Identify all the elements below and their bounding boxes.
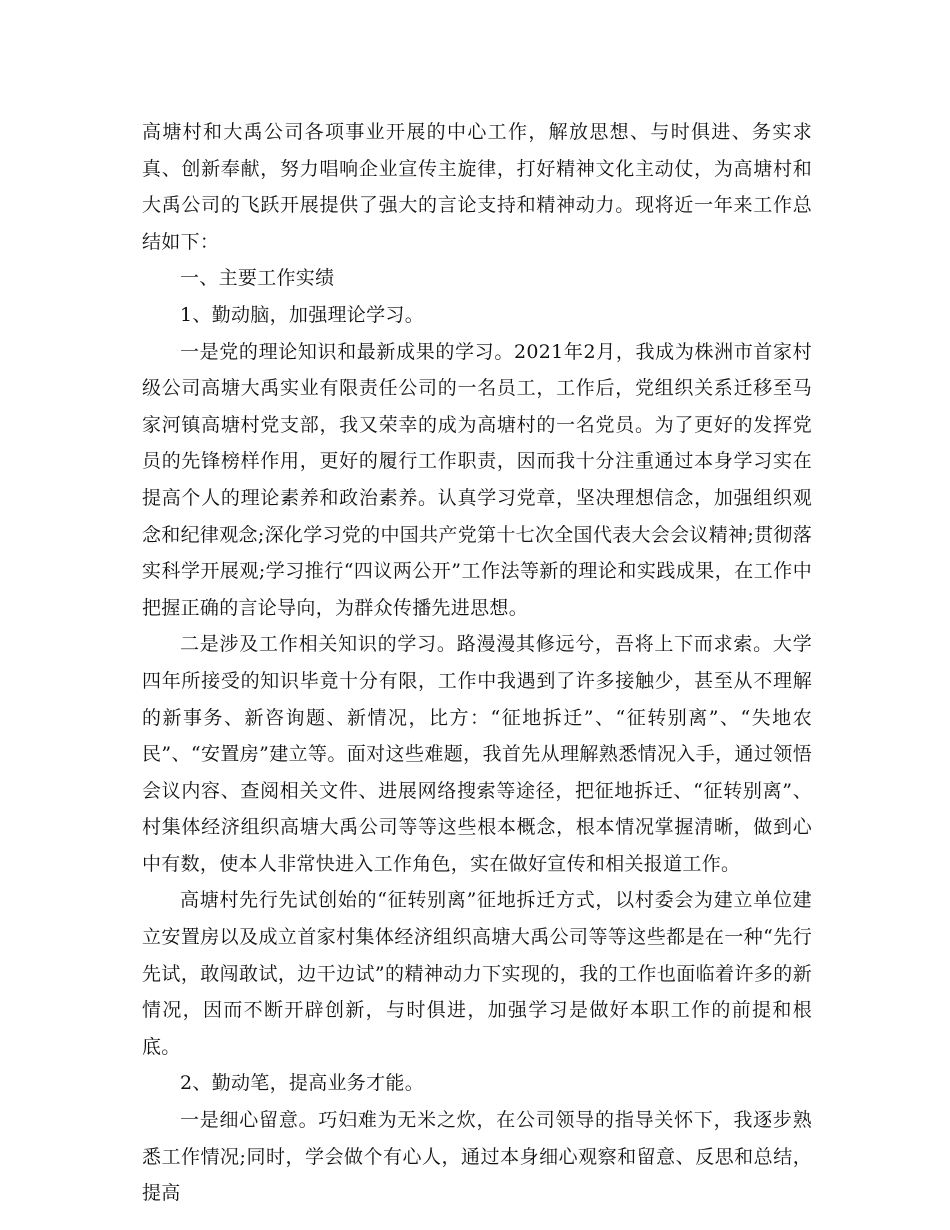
paragraph: 高塘村先行先试创始的“征转别离”征地拆迁方式，以村委会为建立单位建立安置房以及成立首家村集体经济组织高塘大禹公司等等这些都是在一种“先行先试，敢闯敢试，边干边试”的精神动力下实现的，我的工作也面临着许多的新情况，因而不断开辟创新，与时俱进，加强学习是做好本职工作的前提和根底。 <box>142 889 812 1058</box>
document-body <box>142 114 812 1212</box>
subsection-heading: 2、勤动笔，提高业务才能。 <box>180 1072 424 1095</box>
paragraph: 一是细心留意。巧妇难为无米之炊，在公司领导的指导关怀下，我逐步熟悉工作情况;同时，学会做个有心人，通过本身细心观察和留意、反思和总结，提高 <box>142 1109 812 1205</box>
section-heading: 一、主要工作实绩 <box>180 267 335 290</box>
paragraph: 高塘村和大禹公司各项事业开展的中心工作，解放思想、与时俱进、务实求真、创新奉献，努力唱响企业宣传主旋律，打好精神文化主动仗，为高塘村和大禹公司的飞跃开展提供了强大的言论支持和精神动力。现将近一年来工作总结如下： <box>142 121 812 253</box>
subsection-heading: 1、勤动脑，加强理论学习。 <box>180 303 424 326</box>
paragraph: 二是涉及工作相关知识的学习。路漫漫其修远兮，吾将上下而求索。大学四年所接受的知识毕竟十分有限，工作中我遇到了许多接触少，甚至从不理解的新事务、新咨询题、新情况，比方：“征地拆迁”、“征转别离”、“失地农民”、“安置房”建立等。面对这些难题，我首先从理解熟悉情况入手，通过领悟会议内容、查阅相关文件、进展网络搜索等途径，把征地拆迁、“征转别离”、村集体经济组织高塘大禹公司等等这些根本概念，根本情况掌握清晰，做到心中有数，使本人非常快进入工作角色，实在做好宣传和相关报道工作。 <box>142 633 812 875</box>
paragraph: 一是党的理论知识和最新成果的学习。2021年2月，我成为株洲市首家村级公司高塘大禹实业有限责任公司的一名员工，工作后，党组织关系迁移至马家河镇高塘村党支部，我又荣幸的成为高塘村的一名党员。为了更好的发挥党员的先锋榜样作用，更好的履行工作职责，因而我十分注重通过本身学习实在提高个人的理论素养和政治素养。认真学习党章，坚决理想信念，加强组织观念和纪律观念;深化学习党的中国共产党第十七次全国代表大会会议精神;贯彻落实科学开展观;学习推行“四议两公开”工作法等新的理论和实践成果，在工作中把握正确的言论导向，为群众传播先进思想。 <box>142 340 812 619</box>
